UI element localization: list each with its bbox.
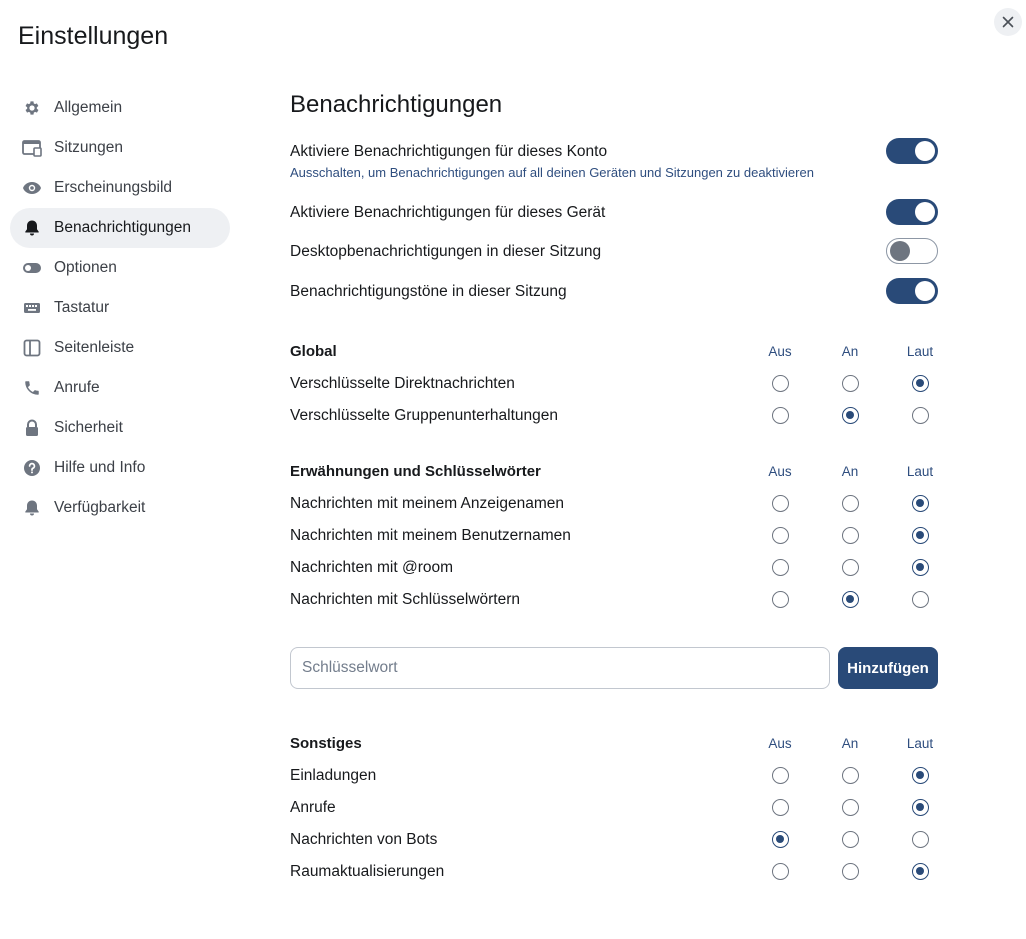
settings-sidebar bbox=[10, 88, 230, 528]
eye-icon bbox=[22, 178, 42, 198]
table-row bbox=[290, 525, 940, 547]
toggle-desktop-notifications[interactable] bbox=[886, 238, 938, 264]
group-header-mentions bbox=[290, 462, 940, 482]
phone-icon bbox=[22, 378, 42, 398]
section-title: Benachrichtigungen bbox=[290, 91, 503, 118]
toggle-label: Benachrichtigungstöne in dieser Sitzung bbox=[290, 283, 567, 300]
radio-laut[interactable] bbox=[912, 559, 929, 576]
gear-icon bbox=[22, 98, 42, 118]
radio-aus[interactable] bbox=[772, 375, 789, 392]
table-row bbox=[290, 797, 940, 819]
radio-an[interactable] bbox=[842, 831, 859, 848]
radio-aus[interactable] bbox=[772, 767, 789, 784]
toggle-label: Aktiviere Benachrichtigungen für dieses Gerät bbox=[290, 204, 606, 221]
radio-an[interactable] bbox=[842, 527, 859, 544]
sidebar-item-sitzungen[interactable] bbox=[10, 128, 230, 168]
devices-icon bbox=[22, 138, 42, 158]
radio-laut[interactable] bbox=[912, 527, 929, 544]
radio-aus[interactable] bbox=[772, 495, 789, 512]
bell-icon bbox=[22, 218, 42, 238]
toggle-notification-sounds[interactable] bbox=[886, 278, 938, 304]
radio-laut[interactable] bbox=[912, 495, 929, 512]
toggle-knob bbox=[890, 241, 910, 261]
radio-aus[interactable] bbox=[772, 559, 789, 576]
group-header-global bbox=[290, 342, 940, 362]
column-header-laut: Laut bbox=[906, 736, 934, 751]
row-label: Nachrichten von Bots bbox=[290, 831, 438, 848]
sidebar-item-erscheinungsbild[interactable] bbox=[10, 168, 230, 208]
toggle-row-account bbox=[290, 143, 940, 180]
toggle-label: Aktiviere Benachrichtigungen für dieses Konto bbox=[290, 143, 608, 160]
sidebar-item-tastatur[interactable] bbox=[10, 288, 230, 328]
toggle-device-notifications[interactable] bbox=[886, 199, 938, 225]
sidebar-item-sicherheit[interactable] bbox=[10, 408, 230, 448]
sidebar-item-benachrichtigungen[interactable] bbox=[10, 208, 230, 248]
column-header-laut: Laut bbox=[906, 344, 934, 359]
sidebar-item-label: Sitzungen bbox=[54, 139, 123, 156]
row-label: Verschlüsselte Gruppenunterhaltungen bbox=[290, 407, 558, 424]
radio-laut[interactable] bbox=[912, 863, 929, 880]
radio-laut[interactable] bbox=[912, 799, 929, 816]
table-row bbox=[290, 493, 940, 515]
close-icon bbox=[1002, 16, 1014, 28]
help-icon bbox=[22, 458, 42, 478]
toggle-row-sounds bbox=[290, 283, 940, 301]
toggle-label: Desktopbenachrichtigungen in dieser Sitzung bbox=[290, 243, 602, 260]
row-label: Verschlüsselte Direktnachrichten bbox=[290, 375, 515, 392]
sidebar-item-label: Optionen bbox=[54, 259, 117, 276]
bell-icon bbox=[22, 498, 42, 518]
column-header-an: An bbox=[841, 736, 859, 751]
column-header-an: An bbox=[841, 464, 859, 479]
radio-aus[interactable] bbox=[772, 831, 789, 848]
column-header-an: An bbox=[841, 344, 859, 359]
toggle-knob bbox=[915, 202, 935, 222]
keyboard-icon bbox=[22, 298, 42, 318]
sidebar-icon bbox=[22, 338, 42, 358]
column-header-aus: Aus bbox=[768, 464, 792, 479]
sidebar-item-anrufe[interactable] bbox=[10, 368, 230, 408]
group-title: Sonstiges bbox=[290, 735, 362, 752]
radio-laut[interactable] bbox=[912, 407, 929, 424]
sidebar-item-label: Anrufe bbox=[54, 379, 100, 396]
sidebar-item-label: Benachrichtigungen bbox=[54, 219, 192, 236]
keyword-input[interactable] bbox=[290, 647, 830, 689]
radio-an[interactable] bbox=[842, 495, 859, 512]
table-row bbox=[290, 373, 940, 395]
lock-icon bbox=[22, 418, 42, 438]
sidebar-item-label: Verfügbarkeit bbox=[54, 499, 146, 516]
column-header-laut: Laut bbox=[906, 464, 934, 479]
row-label: Nachrichten mit meinem Anzeigenamen bbox=[290, 495, 564, 512]
radio-an[interactable] bbox=[842, 407, 859, 424]
toggle-knob bbox=[915, 281, 935, 301]
radio-laut[interactable] bbox=[912, 831, 929, 848]
table-row bbox=[290, 829, 940, 851]
radio-an[interactable] bbox=[842, 559, 859, 576]
sidebar-item-optionen[interactable] bbox=[10, 248, 230, 288]
toggle-account-notifications[interactable] bbox=[886, 138, 938, 164]
row-label: Raumaktualisierungen bbox=[290, 863, 445, 880]
radio-an[interactable] bbox=[842, 863, 859, 880]
row-label: Anrufe bbox=[290, 799, 336, 816]
toggle-knob bbox=[915, 141, 935, 161]
radio-an[interactable] bbox=[842, 591, 859, 608]
toggle-description: Ausschalten, um Benachrichtigungen auf all deinen Geräten und Sitzungen zu deaktivieren bbox=[290, 165, 814, 180]
radio-aus[interactable] bbox=[772, 863, 789, 880]
row-label: Nachrichten mit @room bbox=[290, 559, 454, 576]
table-row bbox=[290, 557, 940, 579]
sidebar-item-label: Seitenleiste bbox=[54, 339, 135, 356]
group-title: Global bbox=[290, 343, 337, 360]
sidebar-item-label: Hilfe und Info bbox=[54, 459, 146, 476]
sidebar-item-label: Tastatur bbox=[54, 299, 110, 316]
table-row bbox=[290, 405, 940, 427]
toggle-icon bbox=[22, 258, 42, 278]
sidebar-item-seitenleiste[interactable] bbox=[10, 328, 230, 368]
notifications-panel bbox=[290, 88, 940, 122]
radio-an[interactable] bbox=[842, 375, 859, 392]
radio-aus[interactable] bbox=[772, 527, 789, 544]
radio-laut[interactable] bbox=[912, 767, 929, 784]
row-label: Einladungen bbox=[290, 767, 377, 784]
row-label: Nachrichten mit Schlüsselwörtern bbox=[290, 591, 521, 608]
table-row bbox=[290, 861, 940, 883]
column-header-aus: Aus bbox=[768, 736, 792, 751]
radio-an[interactable] bbox=[842, 799, 859, 816]
radio-an[interactable] bbox=[842, 767, 859, 784]
radio-laut[interactable] bbox=[912, 591, 929, 608]
group-title: Erwähnungen und Schlüsselwörter bbox=[290, 463, 541, 480]
sidebar-item-label: Erscheinungsbild bbox=[54, 179, 173, 196]
table-row bbox=[290, 765, 940, 787]
sidebar-item-verfuegbarkeit[interactable] bbox=[10, 488, 230, 528]
toggle-row-device bbox=[290, 204, 940, 222]
toggle-row-desktop bbox=[290, 243, 940, 261]
group-header-other bbox=[290, 734, 940, 754]
radio-aus[interactable] bbox=[772, 591, 789, 608]
add-keyword-button[interactable]: Hinzufügen bbox=[838, 647, 938, 689]
radio-aus[interactable] bbox=[772, 407, 789, 424]
dialog-title: Einstellungen bbox=[18, 22, 169, 50]
close-button[interactable] bbox=[994, 8, 1022, 36]
sidebar-item-hilfe-und-info[interactable] bbox=[10, 448, 230, 488]
table-row bbox=[290, 589, 940, 611]
sidebar-item-allgemein[interactable] bbox=[10, 88, 230, 128]
radio-laut[interactable] bbox=[912, 375, 929, 392]
sidebar-item-label: Sicherheit bbox=[54, 419, 123, 436]
row-label: Nachrichten mit meinem Benutzernamen bbox=[290, 527, 571, 544]
radio-aus[interactable] bbox=[772, 799, 789, 816]
column-header-aus: Aus bbox=[768, 344, 792, 359]
sidebar-item-label: Allgemein bbox=[54, 99, 123, 116]
